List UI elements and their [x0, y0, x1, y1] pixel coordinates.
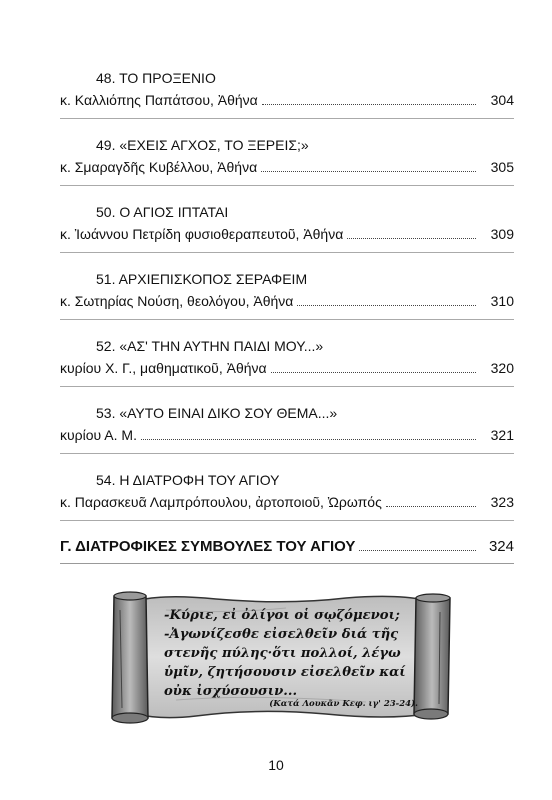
leader-dots — [347, 227, 476, 239]
entry-row — [60, 92, 514, 108]
entry-title: 51. ΑΡΧΙΕΠΙΣΚΟΠΟΣ ΣΕΡΑΦΕΙΜ — [96, 271, 308, 287]
divider — [60, 252, 514, 253]
toc-entry — [60, 472, 514, 510]
entry-title: 49. «ΕΧΕΙΣ ΑΓΧΟΣ, ΤΟ ΞΕΡΕΙΣ;» — [96, 137, 309, 153]
toc-entry — [60, 271, 514, 309]
toc-entry — [60, 338, 514, 376]
entry-author: κ. Καλλιόπης Παπάτσου, Ἀθήνα — [60, 92, 258, 108]
entry-title: 50. Ο ΑΓΙΟΣ ΙΠΤΑΤΑΙ — [96, 204, 229, 220]
page-number: 10 — [268, 757, 284, 773]
quote-line: οὐκ ἰσχύσουσιν... — [164, 684, 298, 699]
quote-line: στενῆς πύλης·ὅτι πολλοί, λέγω — [164, 646, 401, 661]
entry-row — [60, 360, 514, 376]
entry-row — [60, 226, 514, 242]
leader-dots — [359, 538, 476, 551]
quote-text — [164, 606, 432, 701]
quote-line: -Κύριε, εἰ ὀλίγοι οἱ σῳζόμενοι; — [164, 608, 400, 623]
entry-page-number: 304 — [490, 92, 514, 108]
entry-row — [60, 427, 514, 443]
entry-page-number: 309 — [490, 226, 514, 242]
entry-row — [60, 159, 514, 175]
leader-dots — [297, 294, 476, 306]
leader-dots — [386, 495, 476, 507]
toc-entry — [60, 405, 514, 443]
entry-page-number: 321 — [490, 427, 514, 443]
section-title: Γ. ΔΙΑΤΡΟΦΙΚΕΣ ΣΥΜΒΟΥΛΕΣ ΤΟΥ ΑΓΙΟΥ — [60, 538, 356, 555]
divider — [60, 563, 514, 564]
quote-reference: (Κατά Λουκᾶν Κεφ. ιγ' 23-24). — [269, 699, 418, 709]
divider — [60, 118, 514, 119]
entry-row — [60, 293, 514, 309]
section-heading — [60, 538, 514, 556]
entry-page-number: 323 — [490, 494, 514, 510]
entry-author: κ. Σωτηρίας Νούση, θεολόγου, Ἀθήνα — [60, 293, 294, 309]
toc-entry — [60, 70, 514, 108]
divider — [60, 319, 514, 320]
divider — [60, 453, 514, 454]
toc-entry — [60, 204, 514, 242]
section-page-number: 324 — [488, 538, 514, 555]
entry-page-number: 310 — [490, 293, 514, 309]
entry-title: 53. «ΑΥΤΟ ΕΙΝΑΙ ΔΙΚΟ ΣΟΥ ΘΕΜΑ...» — [96, 405, 338, 421]
divider — [60, 386, 514, 387]
entry-author: κ. Ἰωάννου Πετρίδη φυσιοθεραπευτοῦ, Ἀθήνα — [60, 226, 344, 242]
divider — [60, 185, 514, 186]
leader-dots — [261, 160, 476, 172]
entry-author: κυρίου Α. Μ. — [60, 427, 137, 443]
scroll-quote-box — [106, 590, 454, 725]
entry-title: 48. ΤΟ ΠΡΟΞΕΝΙΟ — [96, 70, 216, 86]
entry-page-number: 305 — [490, 159, 514, 175]
entry-row — [60, 494, 514, 510]
entry-author: κυρίου Χ. Γ., μαθηματικοῦ, Ἀθήνα — [60, 360, 267, 376]
entry-title: 52. «ΑΣ' ΤΗΝ ΑΥΤΗΝ ΠΑΙΔΙ ΜΟΥ...» — [96, 338, 324, 354]
entry-author: κ. Σμαραγδῆς Κυβέλλου, Ἀθήνα — [60, 159, 258, 175]
entry-author: κ. Παρασκευᾶ Λαμπρόπουλου, ἀρτοποιοῦ, Ὠρωπός — [60, 494, 382, 510]
leader-dots — [262, 93, 476, 105]
leader-dots — [141, 428, 476, 440]
toc-entry — [60, 137, 514, 175]
leader-dots — [271, 361, 476, 373]
quote-line: ὑμῖν, ζητήσουσιν εἰσελθεῖν καί — [164, 665, 406, 680]
entry-title: 54. Η ΔΙΑΤΡΟΦΗ ΤΟΥ ΑΓΙΟΥ — [96, 472, 280, 488]
entry-page-number: 320 — [490, 360, 514, 376]
divider — [60, 520, 514, 521]
quote-line: -Ἀγωνίζεσθε εἰσελθεῖν διά τῆς — [164, 627, 399, 642]
